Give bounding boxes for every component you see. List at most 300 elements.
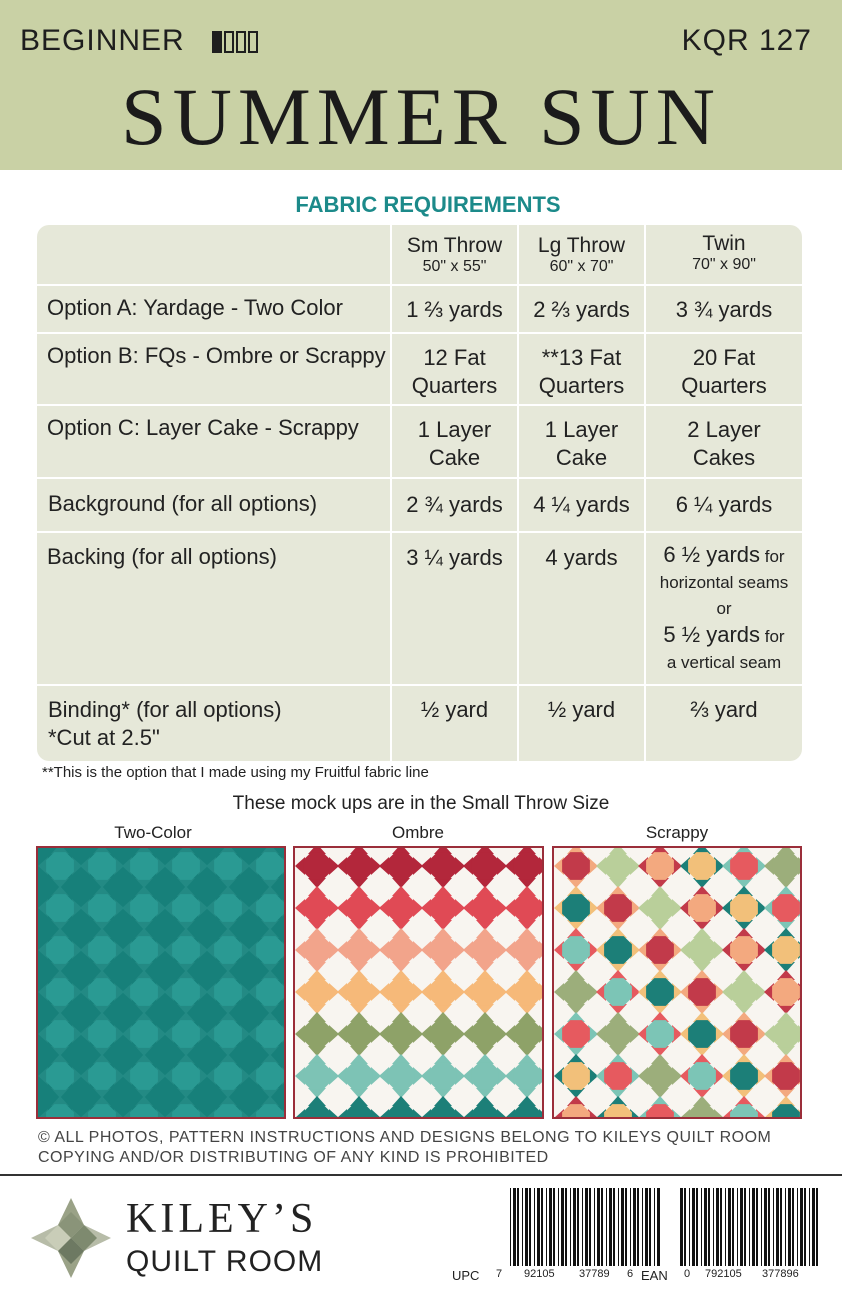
barcode-bar bbox=[525, 1188, 528, 1266]
row-label-text: Yardage - Two Color bbox=[137, 295, 343, 320]
quilt-block bbox=[772, 894, 800, 922]
brand-name: KILEY’S bbox=[126, 1196, 318, 1242]
mockup-two-color bbox=[36, 846, 286, 1119]
quilt-block bbox=[214, 936, 242, 964]
quilt-block bbox=[46, 1020, 74, 1048]
copyright-line: COPYING AND/OR DISTRIBUTING OF ANY KIND IS PROHIBITED bbox=[38, 1149, 549, 1166]
quilt-block bbox=[303, 978, 331, 1006]
quilt-block bbox=[172, 936, 200, 964]
quilt-block bbox=[46, 852, 74, 880]
barcode-bar bbox=[776, 1188, 779, 1266]
quilt-image bbox=[554, 848, 800, 1117]
table-cell: 1 ⅔ yards bbox=[406, 297, 503, 322]
barcode-bar bbox=[680, 1188, 683, 1266]
barcode-bar bbox=[809, 1188, 810, 1266]
table-cell: 2 ¾ yards bbox=[406, 492, 503, 517]
barcode-bar bbox=[752, 1188, 755, 1266]
quilt-block bbox=[172, 1062, 200, 1090]
quilt-block bbox=[46, 936, 74, 964]
barcode-bar bbox=[768, 1188, 770, 1266]
barcode-bar bbox=[689, 1188, 690, 1266]
quilt-block bbox=[256, 1104, 284, 1117]
cell-line: Quarters bbox=[538, 373, 625, 398]
barcode-bar bbox=[573, 1188, 576, 1266]
table-cell: ⅔ yard bbox=[690, 697, 758, 722]
quilt-block bbox=[345, 1062, 373, 1090]
table-cell: ½ yard bbox=[420, 697, 489, 722]
quilt-block bbox=[214, 852, 242, 880]
row-label bbox=[47, 342, 386, 370]
barcode-bar bbox=[764, 1188, 767, 1266]
barcode-digits: 792105 bbox=[705, 1268, 742, 1280]
quilt-block bbox=[429, 978, 457, 1006]
barcode-bar bbox=[728, 1188, 731, 1266]
cell-line: horizontal seams bbox=[659, 573, 789, 592]
quilt-block bbox=[345, 894, 373, 922]
quilt-block bbox=[562, 1104, 590, 1117]
column-header bbox=[392, 234, 517, 276]
quilt-block bbox=[429, 1104, 457, 1117]
quilt-block bbox=[387, 1104, 415, 1117]
quilt-block bbox=[646, 1104, 674, 1117]
table-divider bbox=[37, 404, 802, 406]
table-cell: 2 ⅔ yards bbox=[533, 297, 630, 322]
copyright-notice bbox=[38, 1128, 771, 1168]
cell-line bbox=[646, 542, 802, 570]
quilt-block bbox=[130, 978, 158, 1006]
mockup-label: Scrappy bbox=[645, 823, 709, 842]
barcode-bar bbox=[618, 1188, 619, 1266]
column-name: Lg Throw bbox=[537, 234, 626, 257]
row-label-bold: Option A: bbox=[47, 295, 138, 320]
difficulty-bar bbox=[236, 31, 246, 53]
quilt-block bbox=[256, 1020, 284, 1048]
table-cell: 4 ¼ yards bbox=[533, 492, 630, 517]
table-divider bbox=[37, 531, 802, 533]
quilt-block bbox=[471, 978, 499, 1006]
table-divider bbox=[37, 684, 802, 686]
barcode-bar bbox=[601, 1188, 603, 1266]
barcode-bar bbox=[725, 1188, 726, 1266]
barcode-digits: 0 bbox=[684, 1268, 691, 1280]
difficulty-bar bbox=[224, 31, 234, 53]
quilt-block bbox=[88, 936, 116, 964]
quilt-block bbox=[256, 852, 284, 880]
barcode-bar bbox=[537, 1188, 540, 1266]
quilt-block bbox=[688, 1104, 716, 1117]
mockup-label: Two-Color bbox=[114, 823, 192, 842]
quilt-block bbox=[513, 1104, 541, 1117]
quilt-block bbox=[303, 1062, 331, 1090]
barcode-bar bbox=[696, 1188, 698, 1266]
barcode-bar bbox=[737, 1188, 738, 1266]
barcode-bar bbox=[788, 1188, 791, 1266]
barcode-bar bbox=[692, 1188, 695, 1266]
barcode-bar bbox=[609, 1188, 612, 1266]
difficulty-bar bbox=[248, 31, 258, 53]
quilt-block bbox=[214, 1104, 242, 1117]
quilt-block bbox=[46, 894, 74, 922]
barcode-bar bbox=[594, 1188, 595, 1266]
binding-note: *Cut at 2.5" bbox=[48, 725, 160, 750]
quilt-block bbox=[772, 852, 800, 880]
quilt-block bbox=[471, 936, 499, 964]
quilt-block bbox=[604, 936, 632, 964]
quilt-block bbox=[256, 894, 284, 922]
quilt-block bbox=[730, 1104, 758, 1117]
cell-text-small: for bbox=[760, 627, 785, 646]
pattern-title: SUMMER SUN bbox=[121, 71, 721, 162]
upc-label: UPC bbox=[452, 1268, 480, 1283]
quilt-block bbox=[214, 894, 242, 922]
barcode-bar bbox=[565, 1188, 567, 1266]
barcode-bar bbox=[744, 1188, 746, 1266]
cell-text-small: for bbox=[760, 547, 785, 566]
difficulty-indicator bbox=[212, 31, 258, 53]
mockup-scrappy bbox=[552, 846, 802, 1119]
barcode-bar bbox=[553, 1188, 555, 1266]
quilt-block bbox=[562, 978, 590, 1006]
row-label bbox=[47, 414, 359, 442]
barcode-bar bbox=[517, 1188, 519, 1266]
row-label-text: Layer Cake - Scrappy bbox=[139, 415, 359, 440]
mockups-title: These mock ups are in the Small Throw Size bbox=[232, 793, 610, 814]
quilt-block bbox=[513, 894, 541, 922]
column-header bbox=[646, 232, 802, 274]
row-label-text: FQs - Ombre or Scrappy bbox=[138, 343, 386, 368]
barcode-bar bbox=[645, 1188, 648, 1266]
cell-line bbox=[646, 622, 802, 650]
barcode-bar bbox=[541, 1188, 543, 1266]
barcode-bar bbox=[577, 1188, 579, 1266]
quilt-block bbox=[345, 852, 373, 880]
quilt-block bbox=[387, 894, 415, 922]
quilt-block bbox=[303, 1020, 331, 1048]
barcode-bar bbox=[713, 1188, 714, 1266]
cell-text: 6 ½ yards bbox=[663, 542, 761, 567]
quilt-block bbox=[256, 1062, 284, 1090]
barcode-bar bbox=[804, 1188, 806, 1266]
quilt-block bbox=[688, 936, 716, 964]
barcode-bar bbox=[649, 1188, 651, 1266]
column-size: 50" x 55" bbox=[422, 258, 487, 275]
barcode-bar bbox=[529, 1188, 531, 1266]
barcode-digits: 377896 bbox=[762, 1268, 799, 1280]
barcode-bar bbox=[732, 1188, 734, 1266]
table-cell: ½ yard bbox=[547, 697, 616, 722]
quilt-block bbox=[345, 1020, 373, 1048]
quilt-block bbox=[646, 894, 674, 922]
table-cell bbox=[392, 344, 517, 400]
column-size: 60" x 70" bbox=[549, 258, 614, 275]
barcode-bar bbox=[800, 1188, 803, 1266]
quilt-block bbox=[429, 936, 457, 964]
cell-line: Cake bbox=[428, 445, 481, 470]
quilt-block bbox=[345, 978, 373, 1006]
row-label-bold: Background bbox=[48, 491, 166, 516]
cell-line: a vertical seam bbox=[666, 653, 782, 672]
row-label-bold: Backing bbox=[47, 544, 126, 569]
quilt-block bbox=[429, 1062, 457, 1090]
row-label-text: (for all options) bbox=[165, 491, 318, 516]
cell-text: 5 ½ yards bbox=[663, 622, 761, 647]
table-cell: 4 yards bbox=[545, 545, 618, 570]
barcode-bar bbox=[570, 1188, 571, 1266]
quilt-block bbox=[562, 1020, 590, 1048]
barcode-bar bbox=[812, 1188, 815, 1266]
barcode-digits: 92105 bbox=[524, 1268, 555, 1280]
quilt-block bbox=[646, 1020, 674, 1048]
quilt-block bbox=[604, 1020, 632, 1048]
cell-line: **13 Fat bbox=[541, 345, 622, 370]
table-cell bbox=[392, 416, 517, 472]
cell-line: 2 Layer bbox=[687, 417, 761, 442]
barcode-bar bbox=[510, 1188, 511, 1266]
barcode-bar bbox=[534, 1188, 535, 1266]
row-label-text: (for all options) bbox=[125, 544, 277, 569]
quilt-block bbox=[471, 1020, 499, 1048]
quilt-block bbox=[214, 1020, 242, 1048]
barcode-bar bbox=[657, 1188, 660, 1266]
table-cell bbox=[646, 416, 802, 472]
fabric-requirements-title: FABRIC REQUIREMENTS bbox=[295, 192, 561, 217]
quilt-block bbox=[604, 978, 632, 1006]
cell-line: or bbox=[716, 599, 732, 618]
quilt-block bbox=[429, 1020, 457, 1048]
table-divider bbox=[37, 477, 802, 479]
barcode-bar bbox=[785, 1188, 786, 1266]
cell-line: 12 Fat bbox=[423, 345, 486, 370]
barcode-bar bbox=[761, 1188, 762, 1266]
quilt-block bbox=[513, 852, 541, 880]
quilt-block bbox=[214, 978, 242, 1006]
table-divider bbox=[37, 284, 802, 286]
quilt-block bbox=[646, 1062, 674, 1090]
table-cell bbox=[519, 344, 644, 400]
mockup-label: Ombre bbox=[392, 823, 444, 842]
quilt-block bbox=[688, 852, 716, 880]
barcode-bar bbox=[792, 1188, 794, 1266]
barcode-bar bbox=[756, 1188, 758, 1266]
barcode-bar bbox=[637, 1188, 639, 1266]
quilt-block bbox=[513, 978, 541, 1006]
cell-line: 1 Layer bbox=[417, 417, 492, 442]
cell-line: 1 Layer bbox=[544, 417, 619, 442]
quilt-block bbox=[562, 1062, 590, 1090]
barcode-bar bbox=[773, 1188, 774, 1266]
cell-line: Quarters bbox=[681, 373, 767, 398]
row-label-bold: Option B: bbox=[47, 343, 139, 368]
quilt-block bbox=[303, 894, 331, 922]
quilt-block bbox=[688, 894, 716, 922]
upc-barcode bbox=[508, 1188, 664, 1266]
quilt-block bbox=[772, 978, 800, 1006]
quilt-block bbox=[730, 1020, 758, 1048]
barcode-digits: 6 bbox=[627, 1268, 634, 1280]
row-label bbox=[48, 490, 317, 518]
row-label-text: (for all options) bbox=[129, 697, 282, 722]
quilt-block bbox=[130, 1020, 158, 1048]
quilt-block bbox=[471, 852, 499, 880]
quilt-block bbox=[88, 852, 116, 880]
ean-label: EAN bbox=[641, 1268, 668, 1283]
table-cell: 6 ¼ yards bbox=[675, 492, 773, 517]
quilt-block bbox=[513, 1020, 541, 1048]
quilt-block bbox=[256, 978, 284, 1006]
column-header bbox=[519, 234, 644, 276]
quilt-block bbox=[730, 1062, 758, 1090]
quilt-block bbox=[172, 894, 200, 922]
table-divider bbox=[37, 332, 802, 334]
barcode-bar bbox=[701, 1188, 702, 1266]
quilt-block bbox=[46, 1104, 74, 1117]
quilt-block bbox=[772, 1020, 800, 1048]
quilt-block bbox=[562, 894, 590, 922]
quilt-block bbox=[130, 852, 158, 880]
quilt-block bbox=[172, 852, 200, 880]
quilt-block bbox=[429, 852, 457, 880]
cell-line: Quarters bbox=[411, 373, 498, 398]
quilt-block bbox=[88, 1020, 116, 1048]
quilt-block bbox=[345, 1104, 373, 1117]
column-name: Twin bbox=[702, 232, 746, 255]
skill-level: BEGINNER bbox=[20, 24, 185, 57]
barcode-bar bbox=[621, 1188, 624, 1266]
quilt-block bbox=[130, 1062, 158, 1090]
barcode-bar bbox=[720, 1188, 722, 1266]
barcode-bar bbox=[558, 1188, 559, 1266]
barcode-bar bbox=[704, 1188, 707, 1266]
quilt-block bbox=[562, 852, 590, 880]
quilt-block bbox=[88, 978, 116, 1006]
barcode-bar bbox=[749, 1188, 750, 1266]
quilt-block bbox=[46, 978, 74, 1006]
table-cell bbox=[646, 542, 802, 676]
row-label-bold: Binding* bbox=[48, 697, 130, 722]
quilt-block bbox=[730, 894, 758, 922]
quilt-block bbox=[604, 894, 632, 922]
quilt-block bbox=[513, 936, 541, 964]
quilt-block bbox=[604, 852, 632, 880]
footnote: **This is the option that I made using my Fruitful fabric line bbox=[42, 764, 429, 781]
quilt-block bbox=[387, 978, 415, 1006]
barcode-bar bbox=[513, 1188, 516, 1266]
barcode-bar bbox=[546, 1188, 547, 1266]
barcode-bar bbox=[716, 1188, 719, 1266]
ean-barcode bbox=[678, 1188, 822, 1266]
cell-line: Cake bbox=[555, 445, 608, 470]
quilt-block bbox=[688, 978, 716, 1006]
brand-subtitle: QUILT ROOM bbox=[126, 1245, 324, 1278]
quilt-block bbox=[303, 852, 331, 880]
row-label-bold: Option C: bbox=[47, 415, 140, 440]
barcode-bar bbox=[597, 1188, 600, 1266]
quilt-block bbox=[214, 1062, 242, 1090]
quilt-block bbox=[562, 936, 590, 964]
difficulty-bar bbox=[212, 31, 222, 53]
quilt-block bbox=[772, 1062, 800, 1090]
quilt-block bbox=[471, 894, 499, 922]
barcode-bar bbox=[708, 1188, 710, 1266]
barcode-bar bbox=[633, 1188, 636, 1266]
quilt-block bbox=[646, 978, 674, 1006]
quilt-block bbox=[88, 1104, 116, 1117]
barcode-digits: 37789 bbox=[579, 1268, 610, 1280]
barcode-bar bbox=[740, 1188, 743, 1266]
barcode-bar bbox=[625, 1188, 627, 1266]
quilt-block bbox=[387, 1062, 415, 1090]
footer-divider bbox=[0, 1174, 842, 1176]
quilt-image bbox=[38, 848, 284, 1117]
barcode-bar bbox=[561, 1188, 564, 1266]
quilt-block bbox=[730, 978, 758, 1006]
quilt-block bbox=[46, 1062, 74, 1090]
barcode-bar bbox=[549, 1188, 552, 1266]
quilt-block bbox=[303, 936, 331, 964]
quilt-block bbox=[172, 1104, 200, 1117]
quilt-block bbox=[646, 936, 674, 964]
quilt-block bbox=[345, 936, 373, 964]
quilt-block bbox=[88, 1062, 116, 1090]
barcode-bar bbox=[654, 1188, 655, 1266]
quilt-block bbox=[772, 1104, 800, 1117]
quilt-block bbox=[513, 1062, 541, 1090]
barcode-bar bbox=[522, 1188, 523, 1266]
quilt-block bbox=[646, 852, 674, 880]
cell-line: 20 Fat bbox=[692, 345, 756, 370]
column-name: Sm Throw bbox=[406, 234, 503, 257]
barcode-digits: 7 bbox=[496, 1268, 503, 1280]
barcode-bar bbox=[797, 1188, 798, 1266]
quilt-block bbox=[730, 936, 758, 964]
quilt-block bbox=[471, 1062, 499, 1090]
column-size: 70" x 90" bbox=[692, 256, 756, 273]
quilt-block bbox=[256, 936, 284, 964]
quilt-block bbox=[387, 1020, 415, 1048]
quilt-block bbox=[604, 1062, 632, 1090]
row-label bbox=[47, 543, 277, 571]
quilt-block bbox=[772, 936, 800, 964]
barcode-bar bbox=[589, 1188, 591, 1266]
barcode-bar bbox=[642, 1188, 643, 1266]
quilt-block bbox=[130, 894, 158, 922]
barcode-bar bbox=[582, 1188, 583, 1266]
barcode-bar bbox=[684, 1188, 686, 1266]
cell-line: Cakes bbox=[692, 445, 756, 470]
mockup-ombre bbox=[293, 846, 544, 1119]
quilt-block bbox=[387, 936, 415, 964]
quilt-block bbox=[688, 1062, 716, 1090]
quilt-image bbox=[295, 848, 542, 1117]
barcode-bar bbox=[630, 1188, 631, 1266]
barcode-bar bbox=[780, 1188, 782, 1266]
quilt-block bbox=[730, 852, 758, 880]
row-label bbox=[48, 696, 282, 724]
star-logo-icon bbox=[26, 1193, 116, 1288]
quilt-block bbox=[130, 936, 158, 964]
pattern-code: KQR 127 bbox=[681, 24, 812, 57]
quilt-block bbox=[130, 1104, 158, 1117]
quilt-block bbox=[387, 852, 415, 880]
quilt-block bbox=[88, 894, 116, 922]
row-label bbox=[47, 294, 343, 322]
copyright-line: © ALL PHOTOS, PATTERN INSTRUCTIONS AND DESIGNS BELONG TO KILEYS QUILT ROOM bbox=[38, 1129, 772, 1146]
barcode-bar bbox=[816, 1188, 818, 1266]
quilt-block bbox=[172, 978, 200, 1006]
quilt-block bbox=[303, 1104, 331, 1117]
quilt-block bbox=[471, 1104, 499, 1117]
quilt-block bbox=[429, 894, 457, 922]
